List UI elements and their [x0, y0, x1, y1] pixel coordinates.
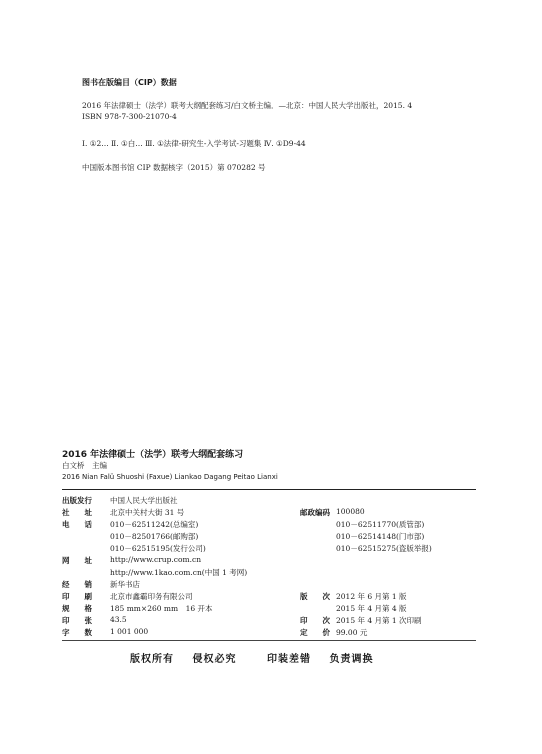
printer-label: 印 刷: [62, 592, 92, 601]
postcode-value: 100080: [336, 507, 365, 516]
copyright-notice: [130, 650, 387, 665]
phone-left-2: 010－82501766(邮购部): [110, 532, 199, 541]
sheets-value: 43.5: [110, 615, 127, 624]
printing-label: 印 次: [300, 616, 330, 625]
copyright-item: 负责调换: [329, 654, 374, 665]
address-label: 社 址: [62, 508, 92, 517]
copyright-item: 版权所有: [130, 654, 174, 665]
web-url-2: http://www.1kao.com.cn(中国 1 考网): [110, 568, 248, 577]
publisher-value: 中国人民大学出版社: [110, 496, 178, 505]
phone-left-1: 010－62511242(总编室): [110, 520, 199, 529]
cip-heading: 图书在版编目（CIP）数据: [82, 78, 177, 87]
words-label: 字 数: [62, 628, 92, 637]
edition-label: 版 次: [300, 592, 330, 601]
copyright-item: 侵权必究: [192, 654, 237, 665]
price-label: 定 价: [300, 628, 330, 637]
web-url-1: http://www.crup.com.cn: [110, 555, 202, 564]
dealer-label: 经 销: [62, 580, 92, 589]
printing-value: 2015 年 4 月第 1 次印刷: [336, 616, 422, 625]
divider-top: [62, 489, 476, 490]
address-value: 北京中关村大街 31 号: [110, 508, 185, 517]
phone-right-2: 010－62514148(门市部): [336, 532, 425, 541]
cip-record-number: 中国版本图书馆 CIP 数据核字（2015）第 070282 号: [82, 163, 266, 172]
edition-value-2: 2015 年 4 月第 4 版: [336, 604, 407, 613]
divider-bottom: [62, 640, 476, 641]
phone-right-1: 010－62511770(质管部): [336, 520, 425, 529]
dealer-value: 新华书店: [110, 580, 140, 589]
price-value: 99.00 元: [336, 628, 368, 637]
book-title: 2016 年法律硕士（法学）联考大纲配套练习: [62, 450, 244, 460]
phone-label: 电 话: [62, 520, 92, 529]
book-pinyin-title: 2016 Nian Falü Shuoshi (Faxue) Liankao Dagang Peitao Lianxi: [62, 473, 278, 481]
cip-classification: Ⅰ. ①2… Ⅱ. ①白… Ⅲ. ①法律-研究生-入学考试-习题集 Ⅳ. ①D9-44: [82, 139, 306, 148]
publisher-label: 出版发行: [62, 496, 92, 505]
cip-isbn: ISBN 978-7-300-21070-4: [82, 112, 177, 121]
words-value: 1 001 000: [110, 627, 149, 636]
phone-left-3: 010－62515195(发行公司): [110, 544, 206, 553]
web-label: 网 址: [62, 556, 92, 565]
spec-value: 185 mm×260 mm 16 开本: [110, 604, 213, 613]
cip-line-1: 2016 年法律硕士（法学）联考大纲配套练习/白文桥主编．—北京：中国人民大学出版社，2015. 4: [82, 101, 413, 110]
edition-value-1: 2012 年 6 月第 1 版: [336, 592, 407, 601]
book-editor: 白文桥 主编: [62, 461, 107, 470]
spec-label: 规 格: [62, 604, 92, 613]
sheets-label: 印 张: [62, 616, 92, 625]
printer-value: 北京市鑫霸印务有限公司: [110, 592, 193, 601]
copyright-item: 印装差错: [266, 654, 311, 665]
postcode-label: 邮政编码: [300, 508, 330, 517]
phone-right-3: 010－62515275(盗版举报): [336, 544, 432, 553]
